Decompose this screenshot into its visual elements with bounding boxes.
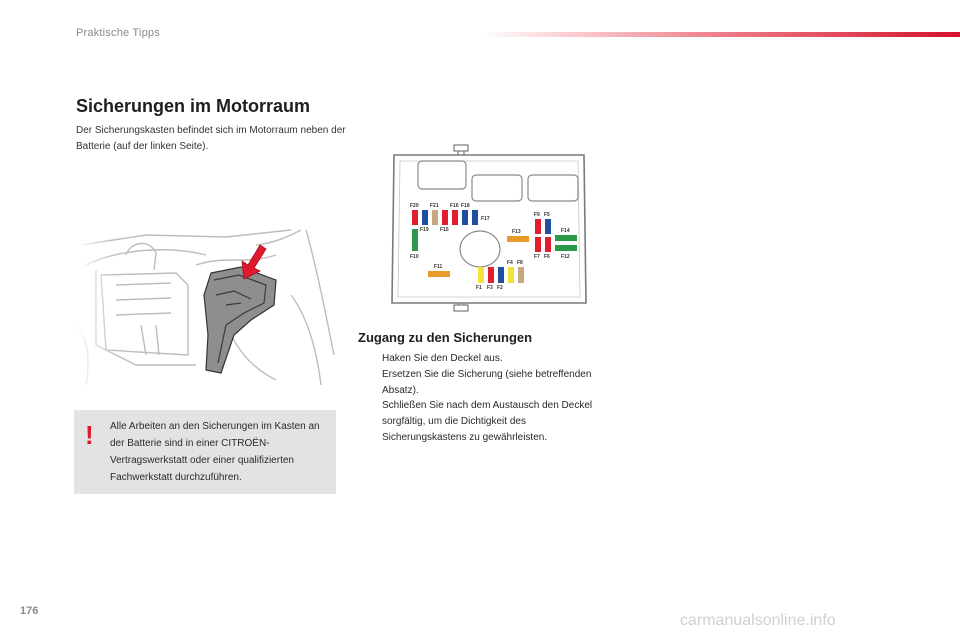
fuse-f11 (428, 271, 450, 277)
page-title: Sicherungen im Motorraum (76, 96, 311, 116)
access-title: Zugang zu den Sicherungen (358, 330, 533, 345)
label-f20: F20 (410, 203, 419, 209)
label-f14: F14 (561, 228, 570, 234)
warning-icon: ! (85, 420, 94, 450)
fuse-f15 (442, 210, 448, 225)
list-item (360, 351, 600, 367)
fuse-f14 (555, 235, 577, 241)
fuse-f3 (488, 267, 494, 283)
fuse-f8 (518, 267, 524, 283)
fuse-f1 (478, 267, 484, 283)
fuse-f12 (555, 245, 577, 251)
engine-bay-illustration (76, 225, 336, 385)
step-text: Schließen Sie nach dem Austausch den Deckel sorgfältig, um die Dichtigkeit des Sicherungskastens zu gewährleisten. (382, 400, 593, 443)
warning-box (74, 410, 336, 494)
fuse-f5 (545, 219, 551, 234)
fuse-f17 (472, 210, 478, 225)
label-f19: F19 (420, 227, 429, 233)
fuse-f2 (498, 267, 504, 283)
section-label: Praktische Tipps (76, 27, 160, 39)
header-accent-bar (480, 32, 960, 37)
label-f9: F9 (534, 212, 540, 218)
fuse-f9 (535, 219, 541, 234)
fuse-f19 (422, 210, 428, 225)
label-f6: F6 (544, 254, 550, 260)
fuse-f16 (452, 210, 458, 225)
label-f15: F15 (440, 227, 449, 233)
watermark: carmanualsonline.info (680, 612, 836, 629)
fuse-f6 (545, 237, 551, 252)
label-f10: F10 (410, 254, 419, 260)
label-f3: F3 (487, 285, 493, 291)
fuse-f4 (508, 267, 514, 283)
fuse-f7 (535, 237, 541, 252)
label-f21: F21 (430, 203, 439, 209)
label-f17: F17 (481, 216, 490, 222)
fuse-f18 (462, 210, 468, 225)
label-f18: F18 (461, 203, 470, 209)
label-f13: F13 (512, 229, 521, 235)
fuse-f20 (412, 210, 418, 225)
label-f4: F4 (507, 260, 513, 266)
label-f12: F12 (561, 254, 570, 260)
fuse-box-diagram (388, 143, 590, 313)
fuse-f21 (432, 210, 438, 225)
page-number: 176 (20, 605, 39, 617)
fuse-f13 (507, 236, 529, 242)
list-item (360, 398, 600, 445)
label-f5: F5 (544, 212, 550, 218)
fuse-f10 (412, 229, 418, 251)
label-f16: F16 (450, 203, 459, 209)
label-f8: F8 (517, 260, 523, 266)
intro-paragraph: Der Sicherungskasten befindet sich im Motorraum neben der Batterie (auf der linken Seite). (76, 125, 346, 152)
label-f1: F1 (476, 285, 482, 291)
label-f7: F7 (534, 254, 540, 260)
label-f11: F11 (434, 264, 443, 270)
label-f2: F2 (497, 285, 503, 291)
list-item (360, 367, 600, 399)
access-steps-list (360, 351, 600, 446)
warning-text: Alle Arbeiten an den Sicherungen im Kasten an der Batterie sind in einer CITROËN-Vertragswerkstatt oder einer qualifizierten Fachwerkstatt durchzuführen. (110, 421, 320, 483)
step-text: Haken Sie den Deckel aus. (382, 353, 503, 364)
step-text: Ersetzen Sie die Sicherung (siehe betreffenden Absatz). (382, 368, 592, 396)
